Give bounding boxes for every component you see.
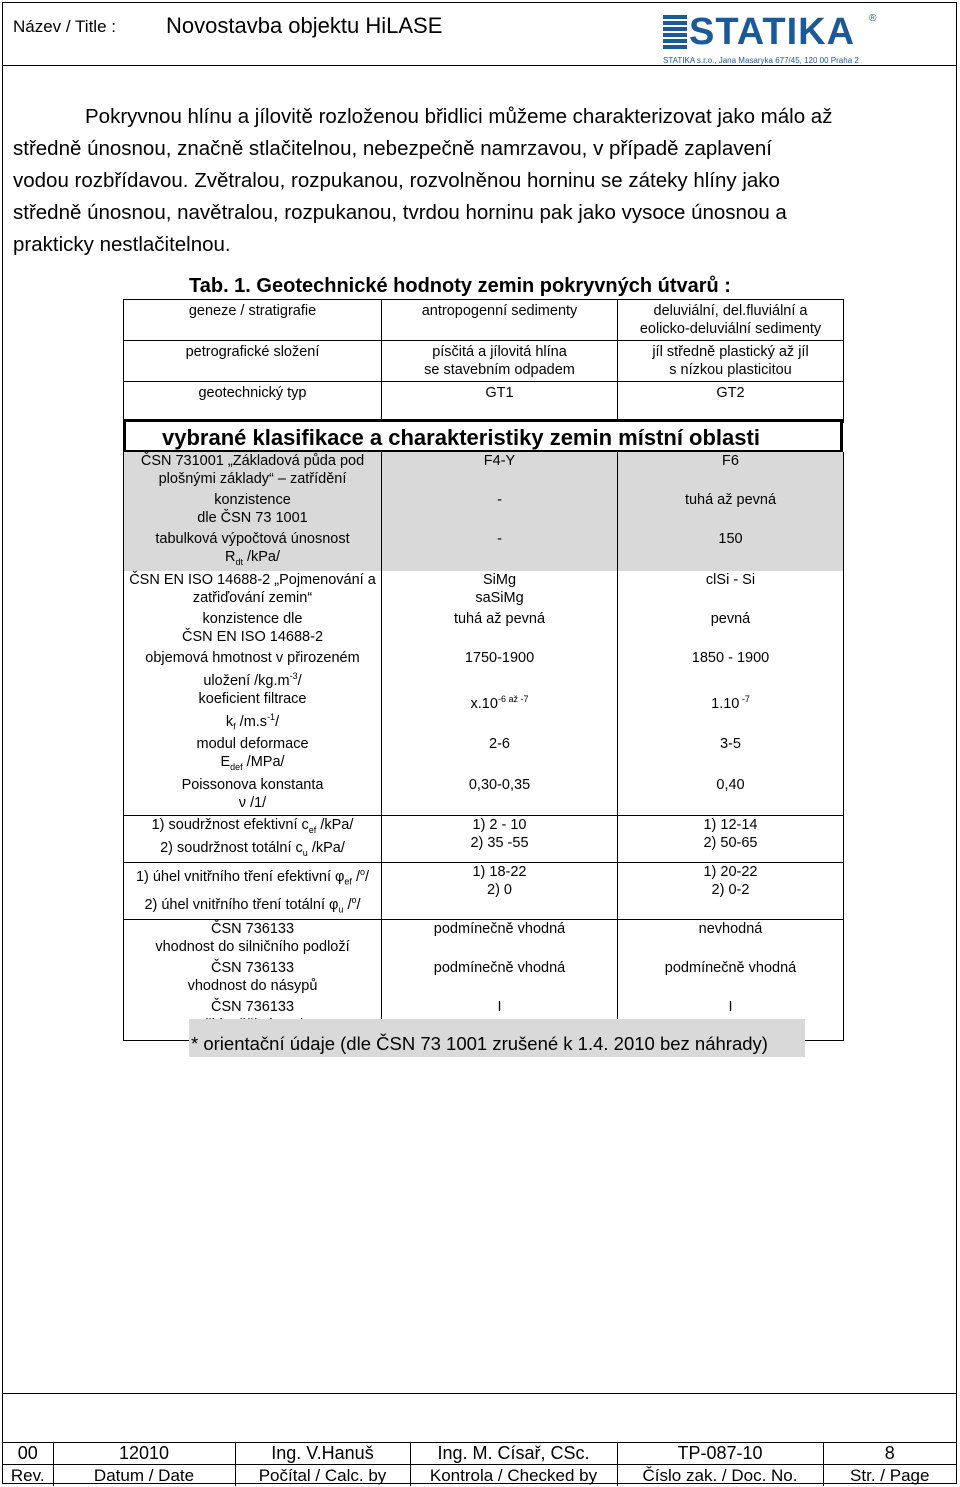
table-row — [124, 816, 844, 863]
table-row — [124, 776, 844, 816]
section-title-box — [123, 419, 843, 453]
calc-by-value: Ing. V.Hanuš — [235, 1443, 410, 1465]
table-row — [124, 735, 844, 776]
section-title: vybrané klasifikace a charakteristiky zemin místní oblasti — [162, 425, 760, 450]
table-cell: 150 — [618, 530, 844, 571]
checked-by-value: Ing. M. Císař, CSc. — [410, 1443, 617, 1465]
page-label: Str. / Page — [823, 1465, 956, 1487]
table-row — [124, 649, 844, 690]
table-row — [124, 571, 844, 610]
checked-by-label: Kontrola / Checked by — [410, 1465, 617, 1487]
table-cell: geotechnický typ — [124, 382, 382, 423]
table-row — [3, 1443, 956, 1465]
paragraph-line: vodou rozbřídavou. Zvětralou, rozpukanou, rozvolněnou horninu se záteky hlíny jako — [13, 169, 780, 192]
intro-paragraph — [13, 101, 951, 261]
date-value: 12010 — [53, 1443, 235, 1465]
table-cell: 1850 - 1900 — [618, 649, 844, 690]
paragraph-line: středně únosnou, značně stlačitelnou, nebezpečně namrzavou, v případě zaplavení — [13, 137, 773, 160]
footer-values — [3, 1442, 956, 1464]
table-cell: tuhá až pevná — [382, 610, 618, 649]
table-cell: - — [382, 530, 618, 571]
table-row — [124, 530, 844, 571]
characteristics-table — [123, 452, 844, 1041]
table-row — [124, 863, 844, 919]
table-cell: 1) 20-22 2) 0-2 — [618, 863, 844, 919]
page-value: 8 — [823, 1443, 956, 1465]
revision-value: 00 — [3, 1443, 53, 1465]
paragraph-line: Pokryvnou hlínu a jílovitě rozloženou břidlici můžeme charakterizovat jako málo až — [85, 105, 833, 128]
table-cell: 1) 18-22 2) 0 — [382, 863, 618, 919]
table-cell: ČSN 731001 „Základová půda pod plošnými základy“ – zatřídění — [124, 452, 382, 491]
table-cell: I — [618, 998, 844, 1041]
table-cell: nevhodná — [618, 919, 844, 959]
table-cell: clSi - Si — [618, 571, 844, 610]
table-cell: konzistence dle ČSN 73 1001 — [124, 491, 382, 530]
table-cell: koeficient filtrace $k_f$ $/m.s^{-1}/$ — [124, 690, 382, 736]
table-cell: petrografické složení — [124, 341, 382, 382]
table-cell: písčitá a jílovitá hlína se stavebním odpadem — [382, 341, 618, 382]
classification-table — [123, 299, 844, 423]
table-cell: tabulková výpočtová únosnost $R_{dt}$ /kPa/ — [124, 530, 382, 571]
table-cell: antropogenní sedimenty — [382, 300, 618, 341]
table-cell: 2-6 — [382, 735, 618, 776]
table-row — [124, 690, 844, 736]
table-cell: $x.10^{-6 až -7}$ — [382, 690, 618, 736]
table-row — [124, 491, 844, 530]
paragraph-line: prakticky nestlačitelnou. — [13, 233, 231, 256]
revision-label: Rev. — [3, 1465, 53, 1487]
footer-labels — [3, 1464, 956, 1486]
table-cell: pevná — [618, 610, 844, 649]
doc-no-label: Číslo zak. / Doc. No. — [617, 1465, 823, 1487]
title-label: Název / Title : — [13, 17, 116, 36]
table-cell: 1) úhel vnitřního tření efektivní $\varphi_{ef}$ /$^o$/ 2) úhel vnitřního tření totální $\varphi_u$ /$^o$/ — [124, 863, 382, 919]
table-cell: podmínečně vhodná — [618, 959, 844, 998]
logo-wordmark: STATIKA — [689, 11, 856, 53]
table-row — [124, 300, 844, 341]
footnote-box — [189, 1019, 805, 1057]
table-cell: GT1 — [382, 382, 618, 423]
table-cell: tuhá až pevná — [618, 491, 844, 530]
table-cell: GT2 — [618, 382, 844, 423]
table-cell: ČSN 736133 vhodnost do silničního podloží — [124, 919, 382, 959]
logo-stripes-icon — [663, 15, 687, 53]
table-cell: 0,30-0,35 — [382, 776, 618, 816]
title-block-header — [3, 3, 956, 66]
calc-by-label: Počítal / Calc. by — [235, 1465, 410, 1487]
table-cell: ČSN 736133 vhodnost do násypů — [124, 959, 382, 998]
table-title: Tab. 1. Geotechnické hodnoty zemin pokryvných útvarů : — [189, 275, 731, 297]
table-cell: 1) 2 - 10 2) 35 -55 — [382, 816, 618, 863]
table-row — [124, 959, 844, 998]
table-row — [124, 919, 844, 959]
date-label: Datum / Date — [53, 1465, 235, 1487]
table-cell: ČSN 736133 — [124, 998, 382, 1041]
table-row — [124, 341, 844, 382]
table-cell: modul deformace $E_{def}$ /MPa/ — [124, 735, 382, 776]
table-cell: konzistence dle ČSN EN ISO 14688-2 — [124, 610, 382, 649]
table-cell: podmínečně vhodná — [382, 919, 618, 959]
footnote-text: * orientační údaje (dle ČSN 73 1001 zrušené k 1.4. 2010 bez náhrady) — [191, 1033, 768, 1054]
table-cell: ČSN EN ISO 14688-2 „Pojmenování a zatřiďování zemin“ — [124, 571, 382, 610]
table-row — [124, 452, 844, 491]
table-cell: geneze / stratigrafie — [124, 300, 382, 341]
table-cell: objemová hmotnost v přirozeném uložení $/kg.m^{-3}/$ — [124, 649, 382, 690]
table-cell: podmínečně vhodná — [382, 959, 618, 998]
table-cell: 3-5 — [618, 735, 844, 776]
title-block-footer — [3, 1393, 956, 1484]
table-cell: Poissonova konstanta ν /1/ — [124, 776, 382, 816]
table-row — [3, 1465, 956, 1487]
table-cell: F6 — [618, 452, 844, 491]
project-title: Novostavba objektu HiLASE — [166, 13, 443, 38]
logo-address: STATIKA s.r.o., Jana Masaryka 677/45, 120 00 Praha 2 — [663, 56, 859, 65]
table-cell: I — [382, 998, 618, 1041]
registered-mark: ® — [869, 13, 877, 24]
table-row — [124, 382, 844, 423]
document-page — [2, 2, 957, 1484]
table-cell: 1.10 $^{-7}$ — [618, 690, 844, 736]
table-cell: 0,40 — [618, 776, 844, 816]
table-cell: 1) 12-14 2) 50-65 — [618, 816, 844, 863]
table-cell: F4-Y — [382, 452, 618, 491]
table-cell: deluviální, del.fluviální a eolicko-deluviální sedimenty — [618, 300, 844, 341]
doc-no-value: TP-087-10 — [617, 1443, 823, 1465]
table-cell: 1750-1900 — [382, 649, 618, 690]
table-cell: jíl středně plastický až jíl s nízkou plasticitou — [618, 341, 844, 382]
statika-logo — [661, 11, 891, 67]
table-cell: SiMg saSiMg — [382, 571, 618, 610]
paragraph-line: středně únosnou, navětralou, rozpukanou, tvrdou horninu pak jako vysoce únosnou a — [13, 201, 787, 224]
table-cell: 1) soudržnost efektivní $c_{ef}$ /kPa/ 2) soudržnost totální $c_u$ /kPa/ — [124, 816, 382, 863]
table-cell: - — [382, 491, 618, 530]
table-row — [124, 610, 844, 649]
